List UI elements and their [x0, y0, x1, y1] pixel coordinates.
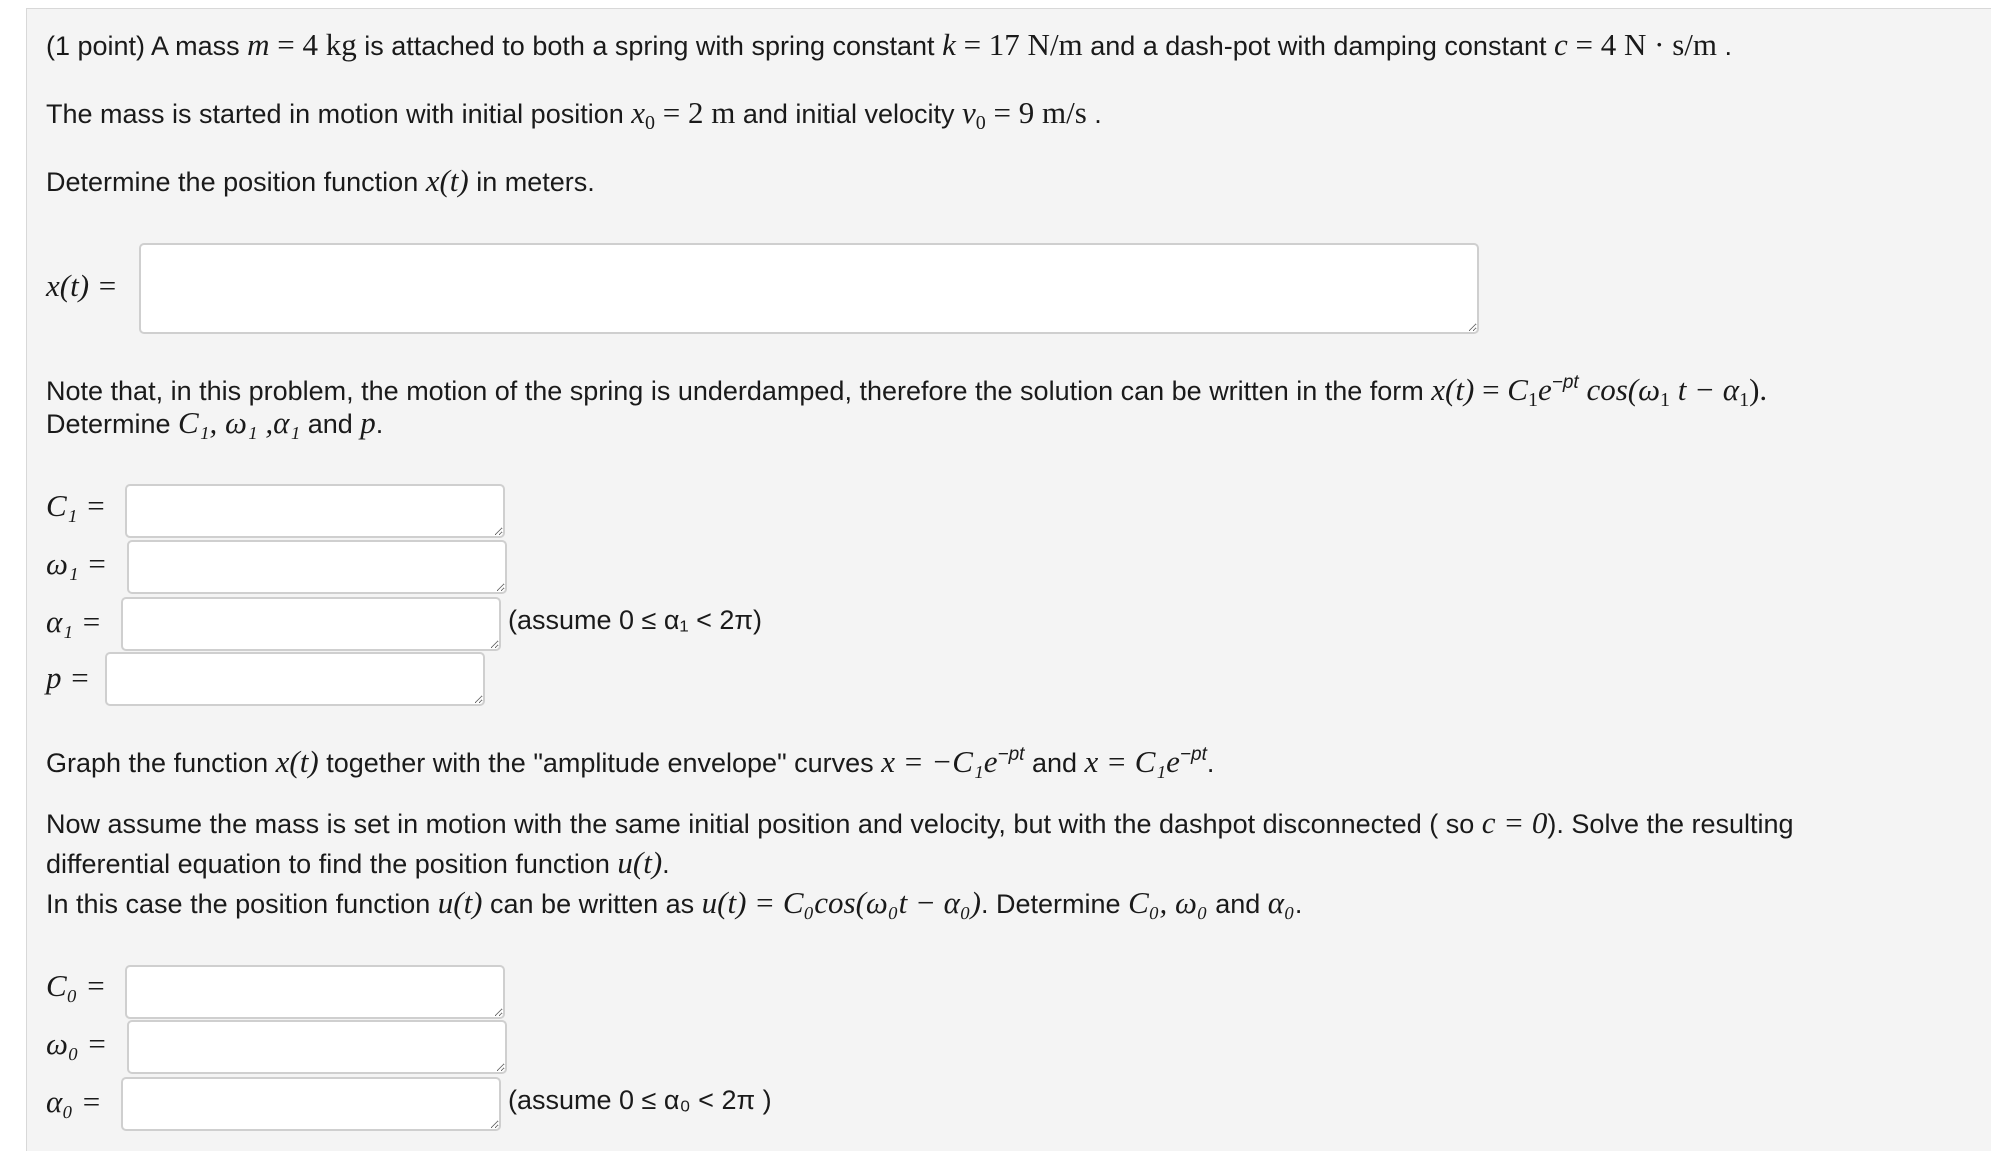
v0-value: = 9 m/s [985, 95, 1087, 130]
alpha1-hint: (assume 0 ≤ α₁ < 2π) [508, 605, 762, 635]
alpha0-hint: (assume 0 ≤ α₀ < 2π ) [508, 1085, 772, 1115]
problem-line-1 [46, 28, 1732, 63]
undamped-determine: . Determine [981, 889, 1129, 919]
formula-close: ). [1749, 372, 1768, 407]
line-end: . [1086, 99, 1102, 129]
formula-sub: 1 [1660, 389, 1670, 411]
graph-and: and [1024, 748, 1085, 778]
graph-line [46, 738, 1214, 780]
formula-sub: 1 [1739, 389, 1750, 411]
initial-position-text: The mass is started in motion with initial position [46, 99, 632, 129]
position-function: x(t) [425, 163, 469, 198]
formula-exponent: −pt [1551, 372, 1579, 393]
initial-velocity-text: and initial velocity [735, 99, 962, 129]
envelope-lower: x = −C₁e [881, 744, 998, 779]
c1-input[interactable] [125, 484, 505, 538]
units-text: in meters. [468, 167, 595, 197]
k-symbol: k [942, 27, 956, 62]
undamped-text: Now assume the mass is set in motion with the same initial position and velocity, but with the dashpot disconnected ( so [46, 809, 1482, 839]
x-field-label: x(t) = [46, 268, 118, 303]
u-function: u(t) [617, 845, 663, 880]
undamped-period: . [1294, 889, 1303, 919]
formula-equals: = [1474, 372, 1508, 407]
x0-symbol: x [631, 95, 646, 130]
formula-c: C [1507, 372, 1528, 407]
x0-subscript: 0 [645, 112, 656, 134]
c0-input[interactable] [125, 965, 505, 1019]
line-end: . [1717, 31, 1733, 61]
omega1-input[interactable] [127, 540, 507, 594]
alpha0-input[interactable] [121, 1077, 501, 1131]
problem-line-3 [46, 164, 595, 199]
mass-symbol: m [247, 27, 270, 62]
undamped-text-3: In this case the position function [46, 889, 438, 919]
undamped-c: c = 0 [1481, 805, 1548, 840]
mass-value: = 4 kg [269, 27, 357, 62]
graph-function: x(t) [275, 744, 319, 779]
alpha1-label: α₁ = [46, 604, 102, 639]
formula-lhs: x(t) [1431, 372, 1475, 407]
note-line-2 [46, 406, 383, 441]
formula-t-part: t − α [1670, 372, 1740, 407]
spring-text: is attached to both a spring with spring constant [356, 31, 943, 61]
v0-symbol: v [962, 95, 976, 130]
v0-subscript: 0 [975, 112, 986, 134]
note-end: . [375, 409, 384, 439]
problem-line-2 [46, 96, 1102, 140]
undamped-end-2: . [662, 849, 670, 879]
omega0-input[interactable] [127, 1020, 507, 1074]
c-symbol: c [1554, 27, 1568, 62]
undamped-and: and [1207, 889, 1268, 919]
note-determine: Determine [46, 409, 179, 439]
formula-sub: 1 [1527, 389, 1538, 411]
p-input[interactable] [105, 652, 485, 706]
envelope-upper: x = C₁e [1084, 744, 1180, 779]
envelope-exponent: −pt [1179, 744, 1207, 765]
note-and: and [300, 409, 361, 439]
undamped-line-1 [46, 806, 1794, 841]
k-value: = 17 N/m [955, 27, 1083, 62]
envelope-exponent: −pt [997, 744, 1025, 765]
x0-value: = 2 m [655, 95, 736, 130]
undamped-written-as: can be written as [482, 889, 702, 919]
alpha1-input[interactable] [121, 597, 501, 651]
c0-label: C₀ = [46, 968, 107, 1003]
omega1-label: ω₁ = [46, 546, 108, 581]
u-formula: u(t) = C₀cos(ω₀t − α₀) [701, 885, 981, 920]
p-label: p = [46, 660, 91, 695]
formula-cos: cos(ω [1578, 372, 1660, 407]
x-function-input[interactable] [139, 243, 1479, 334]
undamped-line-2 [46, 846, 670, 881]
undamped-unknowns: C₀, ω₀ [1128, 885, 1208, 920]
omega0-label: ω₀ = [46, 1026, 108, 1061]
note-p: p [360, 405, 376, 440]
undamped-line-3 [46, 886, 1302, 921]
formula-e: e [1537, 372, 1552, 407]
determine-text: Determine the position function [46, 167, 426, 197]
undamped-text-2: differential equation to find the position function [46, 849, 618, 879]
dashpot-text: and a dash-pot with damping constant [1082, 31, 1554, 61]
note-text: Note that, in this problem, the motion of the spring is underdamped, therefore the solution can be written in the form [46, 376, 1432, 406]
note-unknowns: C₁, ω₁ ,α₁ [178, 405, 301, 440]
graph-text: Graph the function [46, 748, 276, 778]
graph-end: . [1206, 748, 1215, 778]
u-function: u(t) [437, 885, 483, 920]
c-value: = 4 N · s/m [1567, 27, 1717, 62]
intro-text: (1 point) A mass [46, 31, 248, 61]
alpha0-label: α₀ = [46, 1084, 102, 1119]
undamped-alpha: α₀ [1267, 885, 1295, 920]
c1-label: C₁ = [46, 488, 107, 523]
envelope-text: together with the "amplitude envelope" curves [318, 748, 882, 778]
undamped-end: ). Solve the resulting [1547, 809, 1794, 839]
